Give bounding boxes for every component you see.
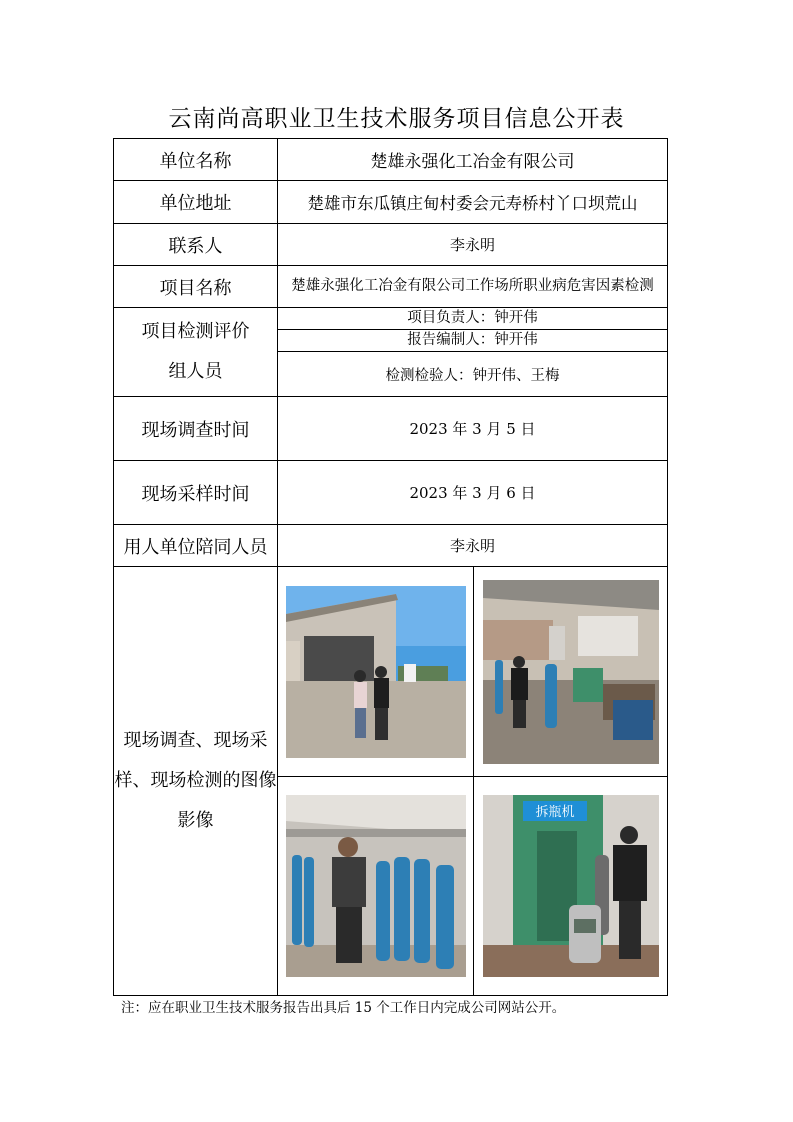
footnote: 注：应在职业卫生技术服务报告出具后 15 个工作日内完成公司网站公开。 — [121, 1000, 566, 1016]
photo-site-entrance — [286, 586, 466, 758]
survey-time-value: 2023 年 3 月 5 日 — [278, 397, 668, 461]
staff-label-line2: 组人员 — [168, 361, 223, 382]
photo-cell-3 — [278, 777, 474, 995]
escort-value: 李永明 — [278, 525, 668, 567]
document-title: 云南尚高职业卫生技术服务项目信息公开表 — [168, 106, 625, 132]
project-lead: 项目负责人：钟开伟 — [278, 308, 667, 330]
row-contact — [114, 224, 668, 266]
staff-label — [114, 308, 278, 397]
staff-label-line1: 项目检测评价 — [141, 321, 250, 342]
unit-address-label: 单位地址 — [114, 181, 278, 224]
info-table — [113, 138, 668, 996]
row-unit-name — [114, 139, 668, 181]
photo-cell-4 — [474, 777, 667, 995]
photo-workshop — [483, 580, 659, 764]
inspectors: 检测检验人：钟开伟、王梅 — [385, 367, 560, 384]
row-photos — [114, 567, 668, 996]
photo-cell-2 — [474, 567, 667, 777]
photo-machine-measurement — [483, 795, 659, 977]
photos-label: 现场调查、现场采样、现场检测的图像影像 — [114, 567, 278, 996]
row-unit-address — [114, 181, 668, 224]
sampling-time-label: 现场采样时间 — [114, 461, 278, 525]
project-name-label: 项目名称 — [114, 266, 278, 308]
row-survey-time — [114, 397, 668, 461]
project-name-value: 楚雄永强化工冶金有限公司工作场所职业病危害因素检测 — [278, 266, 668, 308]
unit-name-value: 楚雄永强化工冶金有限公司 — [278, 139, 668, 181]
machine-sign-text: 拆瓶机 — [534, 805, 575, 820]
photo-gas-cylinders — [286, 795, 466, 977]
unit-address-value: 楚雄市东瓜镇庄甸村委会元寿桥村丫口坝荒山 — [278, 181, 668, 224]
photo-cell-1 — [278, 567, 474, 777]
contact-label: 联系人 — [114, 224, 278, 266]
row-project-name — [114, 266, 668, 308]
staff-values — [278, 308, 668, 397]
survey-time-label: 现场调查时间 — [114, 397, 278, 461]
sampling-time-value: 2023 年 3 月 6 日 — [278, 461, 668, 525]
row-sampling-time — [114, 461, 668, 525]
escort-label: 用人单位陪同人员 — [114, 525, 278, 567]
contact-value: 李永明 — [278, 224, 668, 266]
row-staff — [114, 308, 668, 397]
photos-cell — [278, 567, 668, 996]
row-escort — [114, 525, 668, 567]
report-author: 报告编制人：钟开伟 — [278, 330, 667, 352]
unit-name-label: 单位名称 — [114, 139, 278, 181]
